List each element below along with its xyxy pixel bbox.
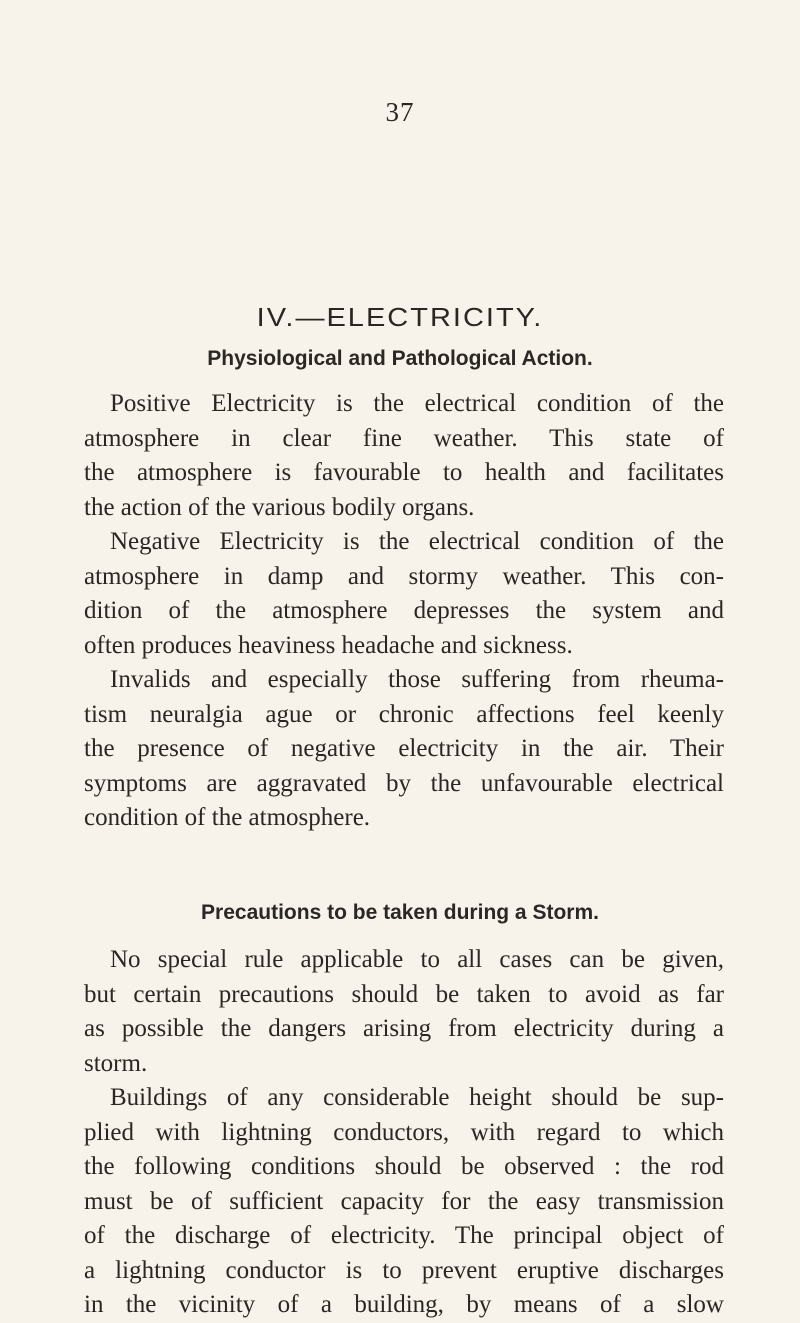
section-heading-precautions: Precautions to be taken during a Storm.	[201, 901, 599, 924]
text-line: dition of the atmosphere depresses the system and	[84, 597, 724, 624]
text-line: condition of the atmosphere.	[84, 804, 371, 831]
text-line: the presence of negative electricity in the air. Their	[84, 735, 724, 762]
page-number: 37	[385, 97, 415, 127]
text-line: in the vicinity of a building, by means of a slow	[84, 1291, 724, 1318]
text-line: the following conditions should be observed : the rod	[84, 1153, 724, 1180]
text-line: the atmosphere is favourable to health and facilitates	[84, 459, 724, 486]
text-line: must be of sufficient capacity for the easy transmission	[84, 1187, 724, 1215]
text-line: the action of the various bodily organs.	[84, 493, 475, 521]
text-line: atmosphere in clear fine weather. This state of	[84, 424, 724, 452]
text-line: Buildings of any considerable height should be sup-	[110, 1084, 724, 1111]
text-line: but certain precautions should be taken to avoid as far	[84, 980, 724, 1008]
text-line: a lightning conductor is to prevent eruptive discharges	[84, 1256, 724, 1284]
section-body-physiological	[84, 387, 724, 836]
text-line: of the discharge of electricity. The principal object of	[84, 1222, 724, 1249]
text-line: Positive Electricity is the electrical condition of the	[110, 390, 724, 417]
text-line: Invalids and especially those suffering from rheuma-	[110, 666, 724, 693]
section-body-precautions	[84, 943, 724, 1323]
text-line: No special rule applicable to all cases can be given,	[110, 946, 724, 973]
section-heading-physiological: Physiological and Pathological Action.	[207, 347, 593, 370]
text-line: tism neuralgia ague or chronic affections feel keenly	[84, 700, 724, 728]
text-line: often produces heaviness headache and sickness.	[84, 631, 573, 659]
chapter-title: IV.—ELECTRICITY.	[256, 303, 544, 333]
text-line: Negative Electricity is the electrical condition of the	[110, 528, 724, 555]
text-line: as possible the dangers arising from electricity during a	[84, 1015, 724, 1042]
text-line: storm.	[84, 1049, 148, 1077]
text-line: atmosphere in damp and stormy weather. This con-	[84, 562, 724, 590]
text-line: plied with lightning conductors, with regard to which	[84, 1118, 724, 1146]
text-line: symptoms are aggravated by the unfavourable electrical	[84, 769, 724, 797]
